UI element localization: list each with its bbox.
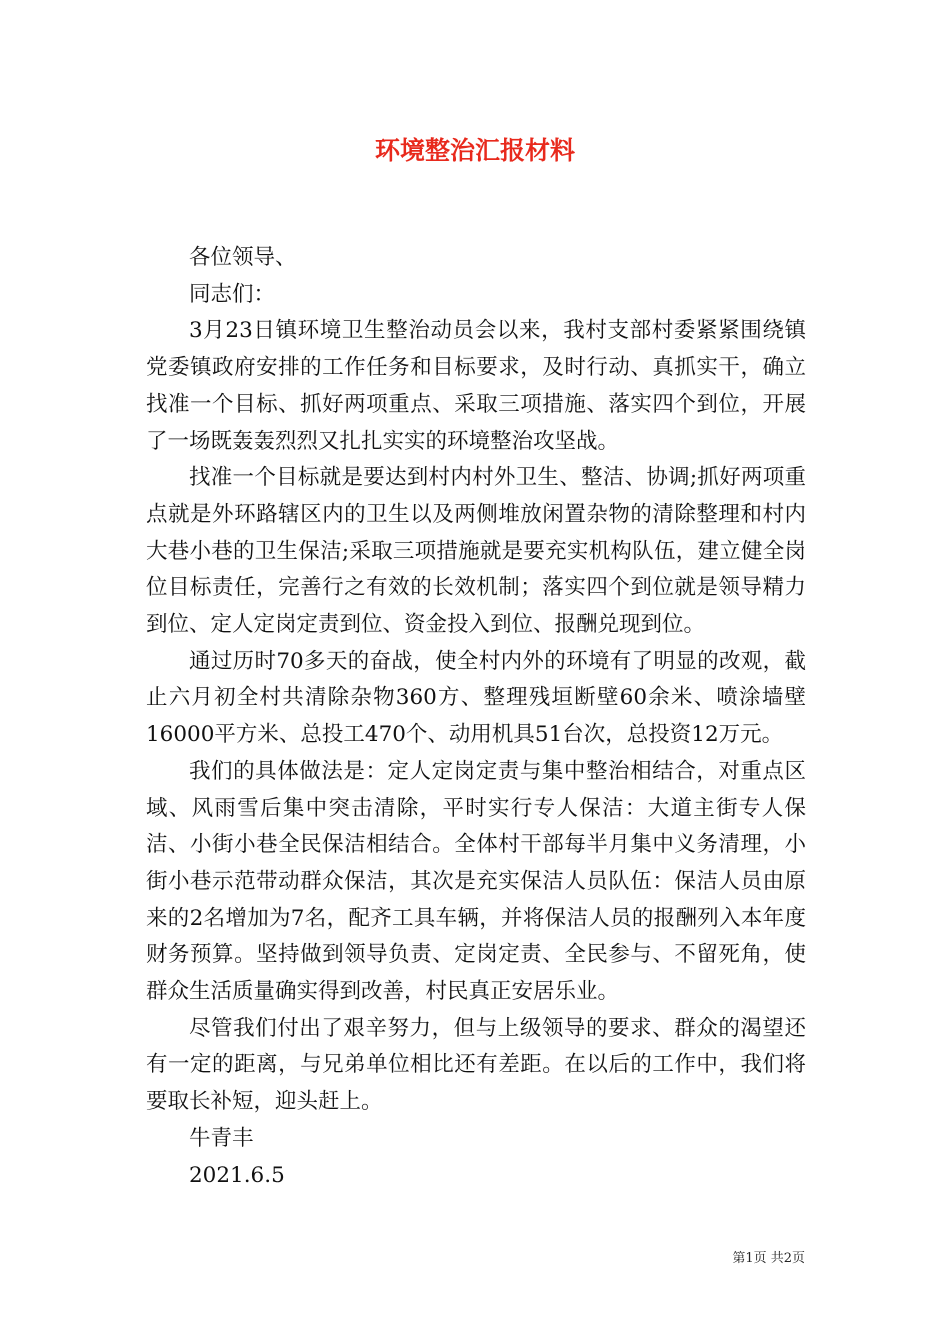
body-paragraph: 3月23日镇环境卫生整治动员会以来，我村支部村委紧紧围绕镇党委镇政府安排的工作任务和目标要求，及时行动、真抓实干，确立找准一个目标、抓好两项重点、采取三项措施、落实四个到位，开展了一场既轰轰烈烈又扎扎实实的环境整治攻坚战。 [146, 318, 806, 454]
body-paragraph: 我们的具体做法是：定人定岗定责与集中整治相结合，对重点区域、风雨雪后集中突击清除，平时实行专人保洁：大道主街专人保洁、小街小巷全民保洁相结合。全体村干部每半月集中义务清理，小街小巷示范带动群众保洁，其次是充实保洁人员队伍：保洁人员由原来的2名增加为7名，配齐工具车辆，并将保洁人员的报酬列入本年度财务预算。坚持做到领导负责、定岗定责、全民参与、不留死角，使群众生活质量确实得到改善，村民真正安居乐业。 [146, 758, 806, 1005]
salutation-line-2: 同志们： [189, 281, 276, 307]
document-title: 环境整治汇报材料 [374, 136, 575, 165]
body-paragraph: 通过历时70多天的奋战，使全村内外的环境有了明显的改观，截止六月初全村共清除杂物360方、整理残垣断壁60余米、喷涂墙壁16000平方米、总投工470个、动用机具51台次，总投资12万元。 [146, 648, 806, 748]
salutation-line-1: 各位领导、 [189, 245, 297, 270]
signature: 牛青丰 [189, 1125, 254, 1151]
document-body [146, 240, 806, 1194]
body-paragraph: 找准一个目标就是要达到村内村外卫生、整洁、协调;抓好两项重点就是外环路辖区内的卫生以及两侧堆放闲置杂物的清除整理和村内大巷小巷的卫生保洁;采取三项措施就是要充实机构队伍，建立健全岗位目标责任，完善行之有效的长效机制；落实四个到位就是领导精力到位、定人定岗定责到位、资金投入到位、报酬兑现到位。 [146, 465, 806, 638]
body-paragraph: 尽管我们付出了艰辛努力，但与上级领导的要求、群众的渴望还有一定的距离，与兄弟单位相比还有差距。在以后的工作中，我们将要取长补短，迎头赶上。 [146, 1015, 806, 1115]
page-indicator: 第1页 共2页 [732, 1251, 805, 1266]
date: 2021.6.5 [189, 1162, 285, 1188]
